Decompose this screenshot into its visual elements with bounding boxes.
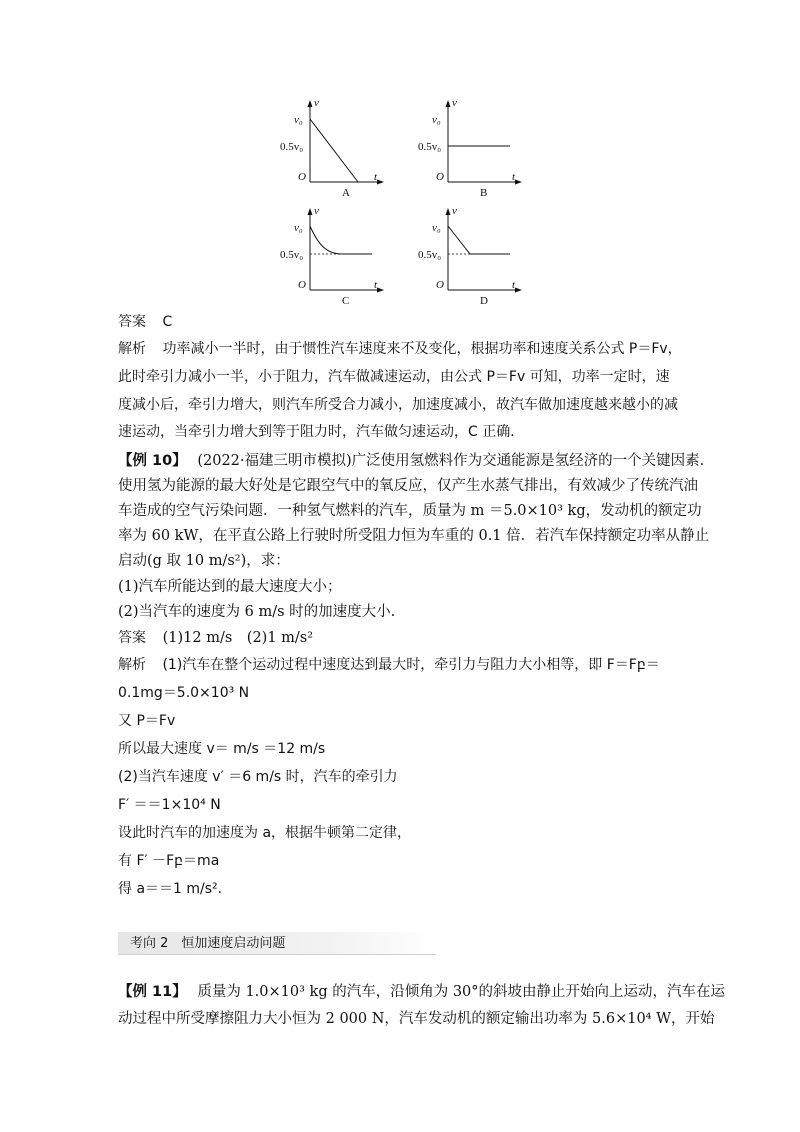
v-label: v [314, 205, 319, 217]
example-11-line-1 [118, 982, 725, 1002]
example-10-line-5: 启动(g 取 10 m/s²)，求： [118, 553, 290, 569]
analysis-10-line-1 [118, 655, 660, 675]
t-label: t [512, 279, 516, 291]
answer-value: C [162, 314, 173, 330]
graph-c-svg [280, 204, 390, 308]
example-text: 质量为 1.0×10³ kg 的汽车，沿倾角为 30°的斜坡由静止开始向上运动，汽车在运 [197, 984, 726, 1000]
v-label: v [452, 97, 457, 109]
v0-label: v₀ [294, 222, 303, 234]
t-label: t [374, 171, 378, 183]
analysis-9-line-1 [118, 339, 682, 359]
answer-label: 答案 [118, 630, 146, 646]
speed-curve [448, 226, 510, 254]
t-axis-arrow [515, 180, 522, 185]
v0-label: v₀ [432, 114, 441, 126]
v-axis-arrow [446, 208, 451, 215]
origin-label: O [436, 279, 444, 291]
graph-b [418, 96, 528, 204]
example-tag: 【例 10】 [118, 453, 187, 469]
analysis-10-line-5: (2)当汽车速度 v′ ＝6 m/s 时，汽车的牵引力 [118, 769, 398, 785]
origin-label: O [436, 171, 444, 183]
analysis-10-line-4: 所以最大速度 v＝ m/s ＝12 m/s [118, 741, 326, 757]
analysis-9-line-2: 此时牵引力减小一半，小于阻力，汽车做减速运动，由公式 P＝Fv 可知，功率一定时，速 [118, 369, 670, 385]
graph-b-svg [418, 96, 528, 200]
section-header [118, 932, 436, 955]
t-axis-arrow [377, 288, 384, 293]
speed-curve [310, 226, 372, 254]
example-11-line-2: 动过程中所受摩擦阻力大小恒为 2 000 N，汽车发动机的额定输出功率为 5.6×10⁴ W，开始 [118, 1011, 715, 1027]
example-10-line-3: 车造成的空气污染问题．一种氢气燃料的汽车，质量为 m ＝5.0×10³ kg，发动机的额定功 [118, 503, 702, 519]
v0-label: v₀ [432, 222, 441, 234]
v-axis-arrow [308, 100, 313, 107]
analysis-9-line-3: 度减小后，牵引力增大，则汽车所受合力减小，加速度减小，故汽车做加速度越来越小的减 [118, 397, 678, 413]
graph-a [280, 96, 390, 204]
t-label: t [512, 171, 516, 183]
graph-caption: D [480, 295, 488, 307]
half-v0-label: 0.5v₀ [280, 249, 304, 261]
half-v0-label: 0.5v₀ [280, 141, 304, 153]
t-axis-arrow [377, 180, 384, 185]
answer-label: 答案 [118, 314, 146, 330]
analysis-10-line-2: 0.1mg＝5.0×10³ N [118, 685, 250, 701]
section-title: 考向 2 恒加速度启动问题 [130, 936, 286, 951]
analysis-9-line-4: 速运动，当牵引力增大到等于阻力时，汽车做匀速运动，C 正确． [118, 424, 525, 440]
example-10-line-2: 使用氢为能源的最大好处是它跟空气中的氧反应，仅产生水蒸气排出，有效减少了传统汽油 [118, 478, 698, 494]
origin-label: O [298, 279, 306, 291]
analysis-10-line-6: F′ ＝＝1×10⁴ N [118, 797, 221, 813]
example-10-line-1 [118, 451, 714, 471]
analysis-10-line-9: 得 a＝＝1 m/s². [118, 881, 223, 897]
example-text: (2022·福建三明市模拟)广泛使用氢燃料作为交通能源是氢经济的一个关键因素． [197, 453, 715, 469]
analysis-10-line-3: 又 P＝Fv [118, 713, 176, 729]
example-10-line-4: 率为 60 kW，在平直公路上行驶时所受阻力恒为车重的 0.1 倍．若汽车保持额定功率从静止 [118, 528, 710, 544]
t-label: t [374, 279, 378, 291]
v-axis-arrow [446, 100, 451, 107]
graph-c [280, 204, 390, 312]
half-v0-label: 0.5v₀ [418, 249, 442, 261]
analysis-10-line-8: 有 F′ －Fբ＝ma [118, 853, 220, 869]
answer-10 [118, 628, 313, 648]
answer-value: (1)12 m/s (2)1 m/s² [162, 630, 314, 646]
v0-label: v₀ [294, 114, 303, 126]
graph-caption: A [342, 187, 350, 199]
v-axis-arrow [308, 208, 313, 215]
analysis-label: 解析 [118, 657, 146, 673]
analysis-10-line-7: 设此时汽车的加速度为 a，根据牛顿第二定律， [118, 825, 412, 841]
analysis-label: 解析 [118, 341, 146, 357]
origin-label: O [298, 171, 306, 183]
analysis-text: 功率减小一半时，由于惯性汽车速度来不及变化，根据功率和速度关系公式 P＝Fv， [162, 341, 682, 357]
graph-caption: C [342, 295, 350, 307]
example-10-question-2: (2)当汽车的速度为 6 m/s 时的加速度大小. [118, 604, 396, 620]
example-10-question-1: (1)汽车所能达到的最大速度大小； [118, 579, 342, 595]
answer-9 [118, 312, 172, 332]
v-label: v [452, 205, 457, 217]
graph-d-svg [418, 204, 528, 308]
half-v0-label: 0.5v₀ [418, 141, 442, 153]
graph-a-svg [280, 96, 390, 200]
v-label: v [314, 97, 319, 109]
example-tag: 【例 11】 [118, 984, 187, 1000]
graph-d [418, 204, 528, 312]
t-axis-arrow [515, 288, 522, 293]
graph-caption: B [480, 187, 488, 199]
speed-curve [310, 119, 358, 182]
analysis-text: (1)汽车在整个运动过程中速度达到最大时，牵引力与阻力大小相等，即 F＝Fբ＝ [162, 657, 660, 673]
